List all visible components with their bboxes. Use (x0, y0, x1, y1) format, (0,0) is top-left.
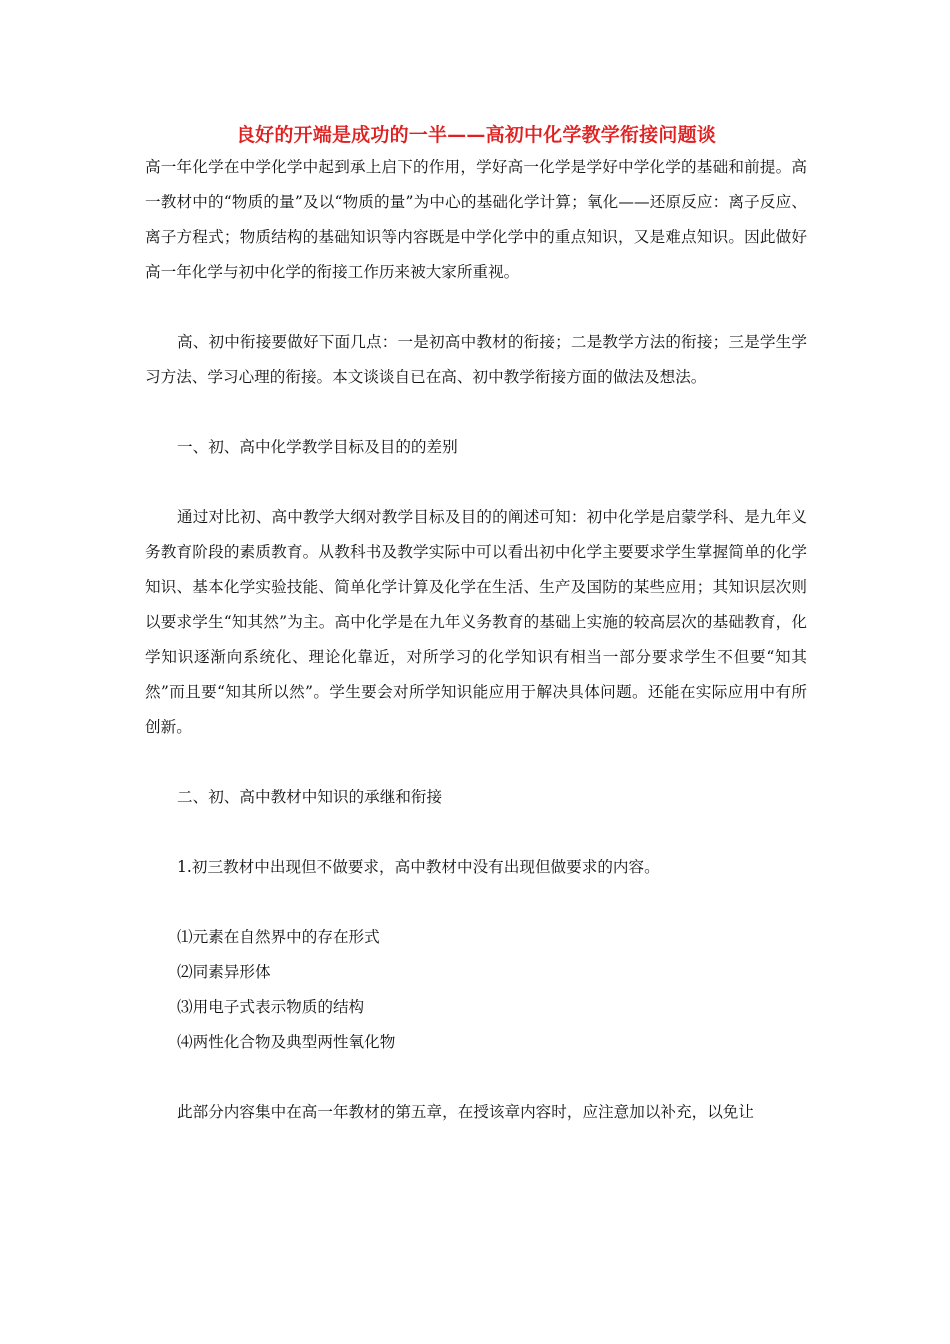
paragraph-4: 此部分内容集中在高一年教材的第五章，在授该章内容时，应注意加以补充，以免让 (177, 1103, 754, 1121)
section-heading-2: 二、初、高中教材中知识的承继和衔接 (177, 788, 443, 806)
spacer (145, 815, 807, 850)
sub-list-item: ⑵同素异形体 (177, 963, 271, 981)
paragraph-3: 通过对比初、高中教学大纲对教学目标及目的的阐述可知：初中化学是启蒙学科、是九年义务教育阶段的素质教育。从教科书及教学实际中可以看出初中化学主要要求学生掌握简单的化学知识、基本化学实验技能、简单化学计算及化学在生活、生产及国防的某些应用；其知识层次则以要求学生“知其然”为主。高中化学是在九年义务教育的基础上实施的较高层次的基础教育，化学知识逐渐向系统化、理论化靠近，对所学习的化学知识有相当一部分要求学生不但要“知其然”而且要“知其所以然”。学生要会对所学知识能应用于解决具体问题。还能在实际应用中有所创新。 (145, 508, 807, 736)
spacer (145, 290, 807, 325)
sub-list-item: ⑴元素在自然界中的存在形式 (177, 928, 380, 946)
spacer (145, 465, 807, 500)
intro-paragraph: 高一年化学在中学化学中起到承上启下的作用，学好高一化学是学好中学化学的基础和前提。高一教材中的“物质的量”及以“物质的量”为中心的基础化学计算；氧化——还原反应：离子反应、离子方程式；物质结构的基础知识等内容既是中学化学中的重点知识，又是难点知识。因此做好高一年化学与初中化学的衔接工作历来被大家所重视。 (145, 158, 807, 281)
section-heading-1: 一、初、高中化学教学目标及目的的差别 (177, 438, 458, 456)
spacer (145, 1060, 807, 1095)
list-item-1: 1.初三教材中出现但不做要求，高中教材中没有出现但做要求的内容。 (177, 858, 660, 876)
document-title: 良好的开端是成功的一半——高初中化学教学衔接问题谈 (235, 124, 716, 146)
spacer (145, 745, 807, 780)
paragraph-2: 高、初中衔接要做好下面几点：一是初高中教材的衔接；二是教学方法的衔接；三是学生学习方法、学习心理的衔接。本文谈谈自已在高、初中教学衔接方面的做法及想法。 (145, 333, 807, 386)
sub-list-item: ⑷两性化合物及典型两性氧化物 (177, 1033, 396, 1051)
document-page (145, 120, 807, 1130)
spacer (145, 395, 807, 430)
spacer (145, 885, 807, 920)
sub-list-item: ⑶用电子式表示物质的结构 (177, 998, 365, 1016)
